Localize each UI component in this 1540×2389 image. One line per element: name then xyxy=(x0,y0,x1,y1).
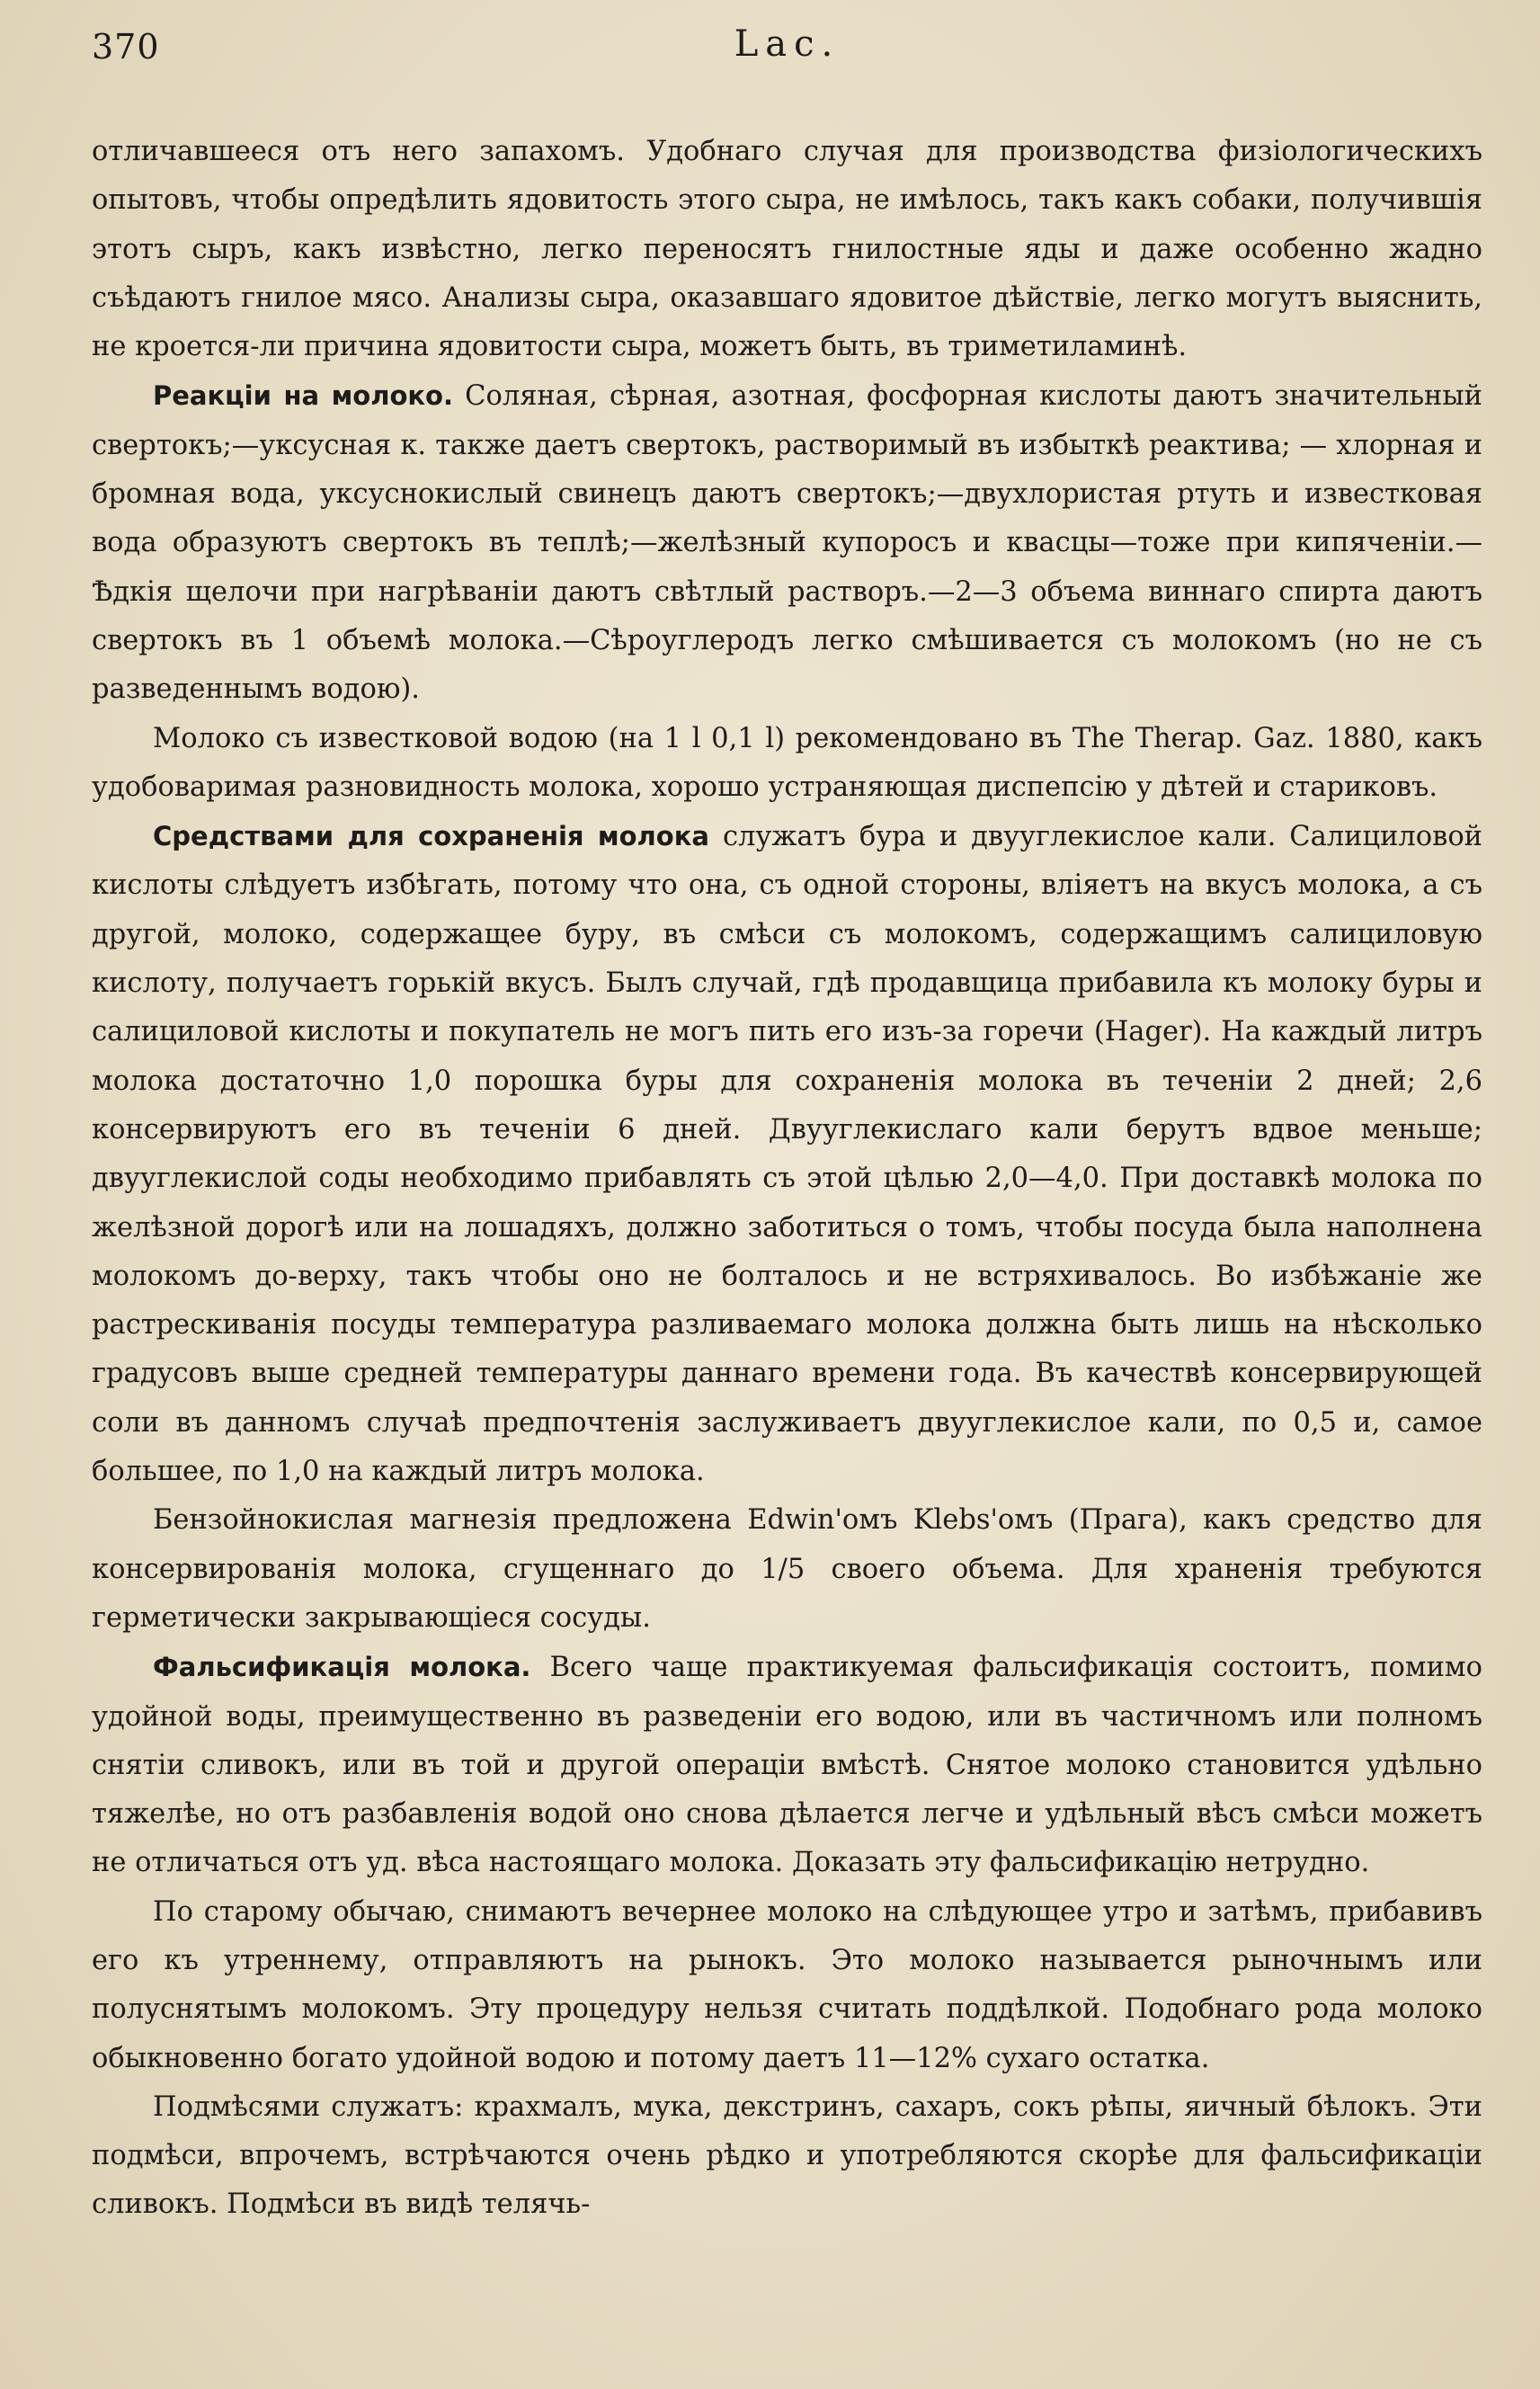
paragraph-admixtures xyxy=(92,2083,1482,2230)
paragraph-milk-reactions xyxy=(92,371,1482,714)
section-heading-milk-falsification: Фальсификація молока. xyxy=(153,1652,531,1683)
paragraph-text: отличавшееся отъ него запахомъ. Удобнаго случая для производства физіологическихъ опытовъ, чтобы опредѣлить ядовитость этого сыра, не имѣлось, такъ какъ собаки, получившія этотъ сыръ, какъ извѣстно, легко переносятъ гнилостные яды и даже особенно жадно съѣдаютъ гнилое мясо. Анализы сыра, оказавшаго ядовитое дѣйствіе, легко могутъ выяснить, не кроется-ли причина ядовитости сыра, можетъ быть, въ триметиламинѣ. xyxy=(92,136,1482,363)
section-heading-milk-reactions: Реакціи на молоко. xyxy=(153,380,453,412)
paragraph-text: Подмѣсями служатъ: крахмалъ, мука, декстринъ, сахаръ, сокъ рѣпы, яичный бѣлокъ. Эти подмѣси, впрочемъ, встрѣчаются очень рѣдко и употребляются скорѣе для фальсификаціи сливокъ. Подмѣси въ видѣ телячь- xyxy=(92,2090,1482,2221)
body-text xyxy=(92,128,1482,2230)
paragraph-text: Бензойнокислая магнезія предложена Edwin'омъ Klebs'омъ (Прага), какъ средство для консервированія молока, сгущеннаго до 1/5 своего объема. Для храненія требуются герметически закрывающіеся сосуды. xyxy=(92,1504,1482,1634)
paragraph-text: Молоко съ известковой водою (на 1 l 0,1 l) рекомендовано въ The Therap. Gaz. 1880, какъ удобоваримая разновидность молока, хорошо устраняющая диспепсію у дѣтей и стариковъ. xyxy=(92,722,1482,803)
paragraph-milk-falsification xyxy=(92,1643,1482,1887)
paragraph-milk-preservation xyxy=(92,812,1482,1496)
paragraph-text: служатъ бура и двууглекислое кали. Салициловой кислоты слѣдуетъ избѣгать, потому что она, съ одной стороны, вліяетъ на вкусъ молока, а съ другой, молоко, содержащее буру, въ смѣси съ молокомъ, содержащимъ салициловую кислоту, получаетъ горькій вкусъ. Былъ случай, гдѣ продавщица прибавила къ молоку буры и салициловой кислоты и покупатель не могъ пить его изъ-за горечи (Hager). На каждый литръ молока достаточно 1,0 порошка буры для сохраненія молока въ теченіи 2 дней; 2,6 консервируютъ его въ теченіи 6 дней. Двууглекислаго кали берутъ вдвое меньше; двууглекислой соды необходимо прибавлять съ этой цѣлью 2,0—4,0. При доставкѣ молока по желѣзной дорогѣ или на лошадяхъ, должно заботиться о томъ, чтобы посуда была наполнена молокомъ до-верху, такъ чтобы оно не болталось и не встряхивалось. Во избѣжаніе же растрескиванія посуды температура разливаемаго молока должна быть лишь на нѣсколько градусовъ выше средней температуры даннаго времени года. Въ качествѣ консервирующей соли въ данномъ случаѣ предпочтенія заслуживаетъ двууглекислое кали, по 0,5 и, самое большее, по 1,0 на каждый литръ молока. xyxy=(92,821,1483,1488)
paragraph-lime-water-milk xyxy=(92,715,1482,813)
page-header xyxy=(92,23,1482,74)
paragraph-market-milk xyxy=(92,1888,1482,2083)
paragraph-text: По старому обычаю, снимаютъ вечернее молоко на слѣдующее утро и затѣмъ, прибавивъ его къ утреннему, отправляютъ на рынокъ. Это молоко называется рыночнымъ или полуснятымъ молокомъ. Эту процедуру нельзя считать поддѣлкой. Подобнаго рода молоко обыкновенно богато удойной водою и потому даетъ 11—12% сухаго остатка. xyxy=(92,1895,1482,2074)
paragraph-text: Соляная, сѣрная, азотная, фосфорная кислоты даютъ значительный свертокъ;—уксусная к. также даетъ свертокъ, растворимый въ избыткѣ реактива; — хлорная и бромная вода, уксуснокислый свинецъ даютъ свертокъ;—двухлористая ртуть и известковая вода образуютъ свертокъ въ теплѣ;—желѣзный купоросъ и квасцы—тоже при кипяченіи.—Ѣдкія щелочи при нагрѣваніи даютъ свѣтлый растворъ.—2—3 объема виннаго спирта даютъ свертокъ въ 1 объемѣ молока.—Сѣроуглеродъ легко смѣшивается съ молокомъ (но не съ разведеннымъ водою). xyxy=(92,380,1482,706)
paragraph-magnesium-benzoate xyxy=(92,1496,1482,1643)
page-number: 370 xyxy=(92,27,160,67)
paragraph-continuation xyxy=(92,128,1482,371)
section-heading-milk-preservation: Средствами для сохраненія молока xyxy=(153,821,709,852)
running-head: Lac. xyxy=(734,23,841,65)
paragraph-text: Всего чаще практикуемая фальсификація состоитъ, помимо удойной воды, преимущественно въ разведеніи его водою, или въ частичномъ или полномъ снятіи сливокъ, или въ той и другой операціи вмѣстѣ. Снятое молоко становится удѣльно тяжелѣе, но отъ разбавленія водой оно снова дѣлается легче и удѣльный вѣсъ смѣси можетъ не отличаться отъ уд. вѣса настоящаго молока. Доказать эту фальсификацію нетрудно. xyxy=(92,1652,1482,1879)
